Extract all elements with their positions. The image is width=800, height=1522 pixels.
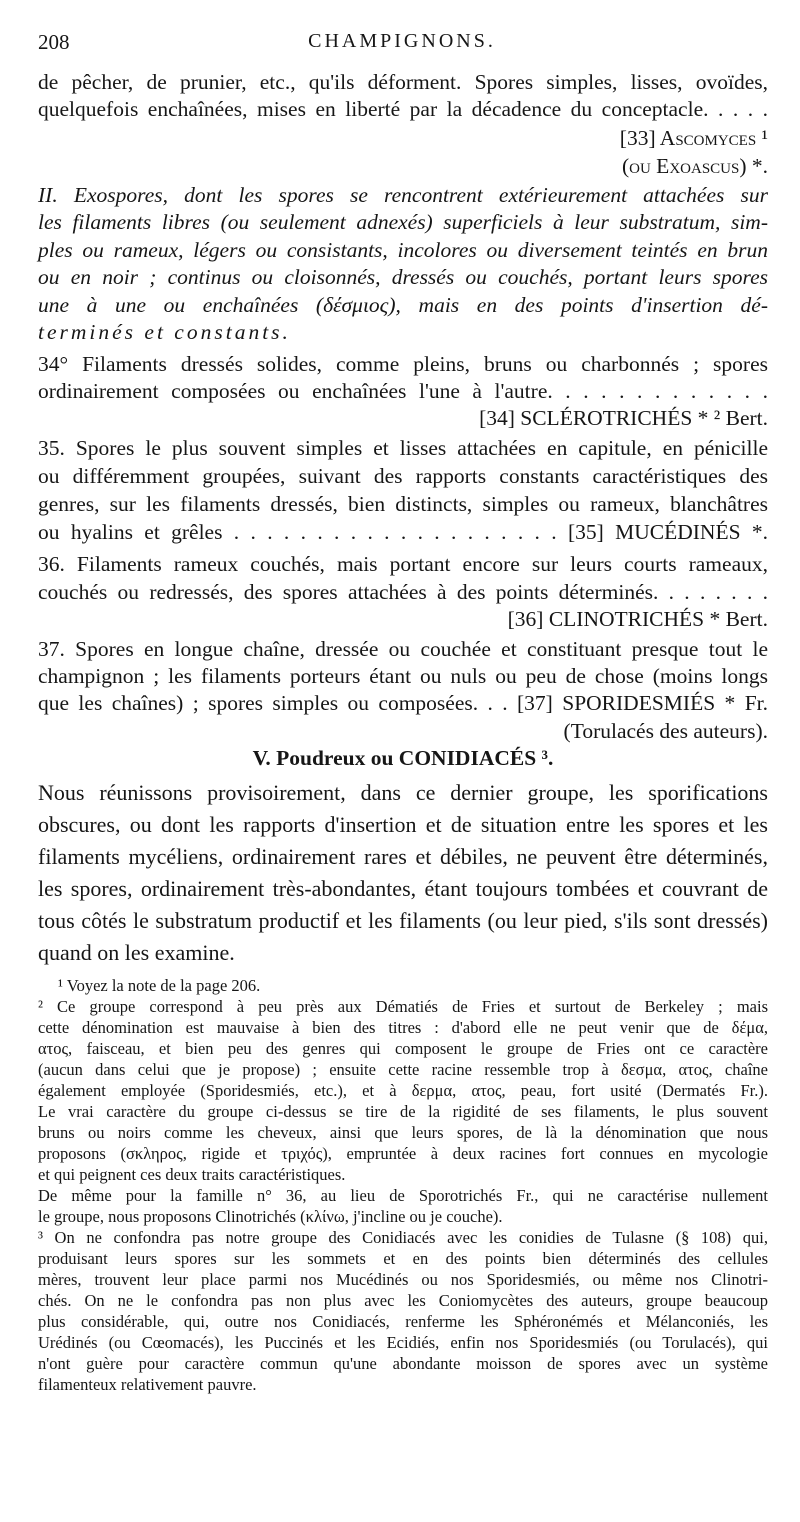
footnote-line: chés. On ne le confondra pas non plus avec les Coniomycètes des auteurs, groupe beaucoup — [38, 1291, 768, 1310]
footnote-line: De même pour la famille n° 36, au lieu de Sporotrichés Fr., qui ne caractérise nullement — [38, 1186, 768, 1205]
family-label: [33] Ascomyces ¹ — [619, 126, 768, 150]
page-number: 208 — [38, 30, 70, 54]
footnote-line: produisant leurs spores sur les sommets et en des points bien déterminés des cellules — [38, 1249, 768, 1268]
footnote-2: ² Ce groupe correspond à peu près aux Dématiés de Fries et surtout de Berkeley ; mais — [38, 997, 768, 1016]
footnote-line: également employée (Sporidesmiés, etc.), et à δερμα, ατος, peau, fort usité (Dermatés Fr.). — [38, 1081, 768, 1100]
paragraph-line: tous côtés le substratum productif et les filaments (ou leur pied, s'ils sont dressés) — [38, 908, 768, 933]
text-line: ordinairement composées ou enchaînées l'une à l'autre. . . . . . . . . . . . . — [38, 379, 768, 403]
footnote-line: mères, trouvent leur place parmi nos Mucédinés ou nos Sporidesmiés, ou même nos Clinotri- — [38, 1270, 768, 1289]
paragraph-line: obscures, ou dont les rapports d'insertion et de situation entre les spores et les — [38, 812, 768, 837]
footnote-line: Le vrai caractère du groupe ci-dessus se tire de la rigidité de ses filaments, le plus souvent — [38, 1102, 768, 1121]
footnote-line: plus considérable, qui, outre nos Conidiacés, renferme les Sphéronémés et Mélanconiés, les — [38, 1312, 768, 1331]
footnote-line: et qui peignent ces deux traits caractéristiques. — [38, 1165, 346, 1184]
entry-34: 34° Filaments dressés solides, comme pleins, bruns ou charbonnés ; spores — [38, 352, 768, 376]
text-line: terminés et constants. — [38, 320, 291, 344]
text-line: (Torulacés des auteurs). — [563, 719, 768, 743]
running-title: CHAMPIGNONS. — [308, 30, 496, 52]
text-line: ou en noir ; continus ou cloisonnés, dressés ou couchés, portant leurs spores — [38, 265, 768, 289]
footnote-line: cette dénomination est mauvaise à bien des titres : d'abord elle ne peut venir que de δέμα, — [38, 1018, 768, 1037]
text-line: genres, sur les filaments dressés, bien distincts, simples ou rameux, blanchâtres — [38, 492, 768, 516]
paragraph-line: les spores, ordinairement très-abondantes, étant toujours tombées et couvrant de — [38, 876, 768, 901]
family-label: [36] CLINOTRICHÉS * Bert. — [507, 607, 768, 631]
footnote-line: bruns ou noirs comme les cheveux, ainsi que leurs spores, de là la dénomination que nous — [38, 1123, 768, 1142]
text-line: quelquefois enchaînées, mises en liberté par la décadence du conceptacle. . . . . — [38, 97, 768, 121]
text-line: de pêcher, de prunier, etc., qu'ils déforment. Spores simples, lisses, ovoïdes, — [38, 70, 768, 94]
entry-37: 37. Spores en longue chaîne, dressée ou couchée et constituant presque tout le — [38, 637, 768, 661]
family-label: [34] SCLÉROTRICHÉS * ² Bert. — [479, 406, 768, 430]
footnote-line: Urédinés (ou Cœomacés), les Puccinés et les Ecidiés, enfin nos Sporidesmiés (ou Torulacés), qui — [38, 1333, 768, 1352]
paragraph-line: Nous réunissons provisoirement, dans ce dernier groupe, les sporifications — [38, 780, 768, 805]
entry-35: 35. Spores le plus souvent simples et lisses attachées en capitule, en pénicille — [38, 436, 768, 460]
footnote-line: n'ont guère pour caractère commun qu'une abondante moisson de spores avec un système — [38, 1354, 768, 1373]
text-line: les filaments libres (ou seulement adnexés) superficiels à leur substratum, sim- — [38, 210, 768, 234]
text-line: ples ou rameux, légers ou consistants, incolores ou diversement teintés en brun — [38, 238, 768, 262]
text-line: une à une ou enchaînées (δέσμιος), mais en des points d'insertion dé- — [38, 293, 768, 317]
paragraph-line: quand on les examine. — [38, 940, 235, 965]
entry-36: 36. Filaments rameux couchés, mais portant encore sur leurs courts rameaux, — [38, 552, 768, 576]
paragraph-line: filaments mycéliens, ordinairement rares et débiles, ne peuvent être déterminés, — [38, 844, 768, 869]
text-line: couchés ou redressés, des spores attachées à des points déterminés. . . . . . . . — [38, 580, 768, 604]
footnote-line: filamenteux relativement pauvre. — [38, 1375, 257, 1394]
section-heading: V. Poudreux ou CONIDIACÉS ³. — [252, 746, 554, 770]
footnote-3: ³ On ne confondra pas notre groupe des Conidiacés avec les conidies de Tulasne (§ 108) qui, — [38, 1228, 768, 1247]
footnote-line: (aucun dans celui que je propose) ; ensuite cette racine ressemble trop à δεσμα, ατος, chaîne — [38, 1060, 768, 1079]
section-heading-line: II. Exospores, dont les spores se rencontrent extérieurement attachées sur — [38, 183, 768, 207]
footnote-line: le groupe, nous proposons Clinotrichés (κλίνω, j'incline ou je couche). — [38, 1207, 503, 1226]
page-header — [38, 30, 766, 60]
footnote-line: proposons (σκληρος, rigide et τριχός), empruntée à deux racines fort connues en mycologie — [38, 1144, 768, 1163]
text-line: ou différemment groupées, suivant des rapports constants caractéristiques des — [38, 464, 768, 488]
family-label: (ou Exoascus) *. — [621, 154, 768, 178]
footnote-1: ¹ Voyez la note de la page 206. — [58, 976, 261, 995]
text-line: que les chaînes) ; spores simples ou composées. . . [37] SPORIDESMIÉS * Fr. — [38, 691, 768, 715]
text-line: ou hyalins et grêles . . . . . . . . . . . . . . . . . . . . [35] MUCÉDINÉS *. — [38, 520, 768, 544]
footnote-line: ατος, faisceau, et bien peu des genres qui composent le groupe de Fries ont ce caractère — [38, 1039, 768, 1058]
text-line: champignon ; les filaments porteurs étant ou nuls ou peu de chose (moins longs — [38, 664, 768, 688]
